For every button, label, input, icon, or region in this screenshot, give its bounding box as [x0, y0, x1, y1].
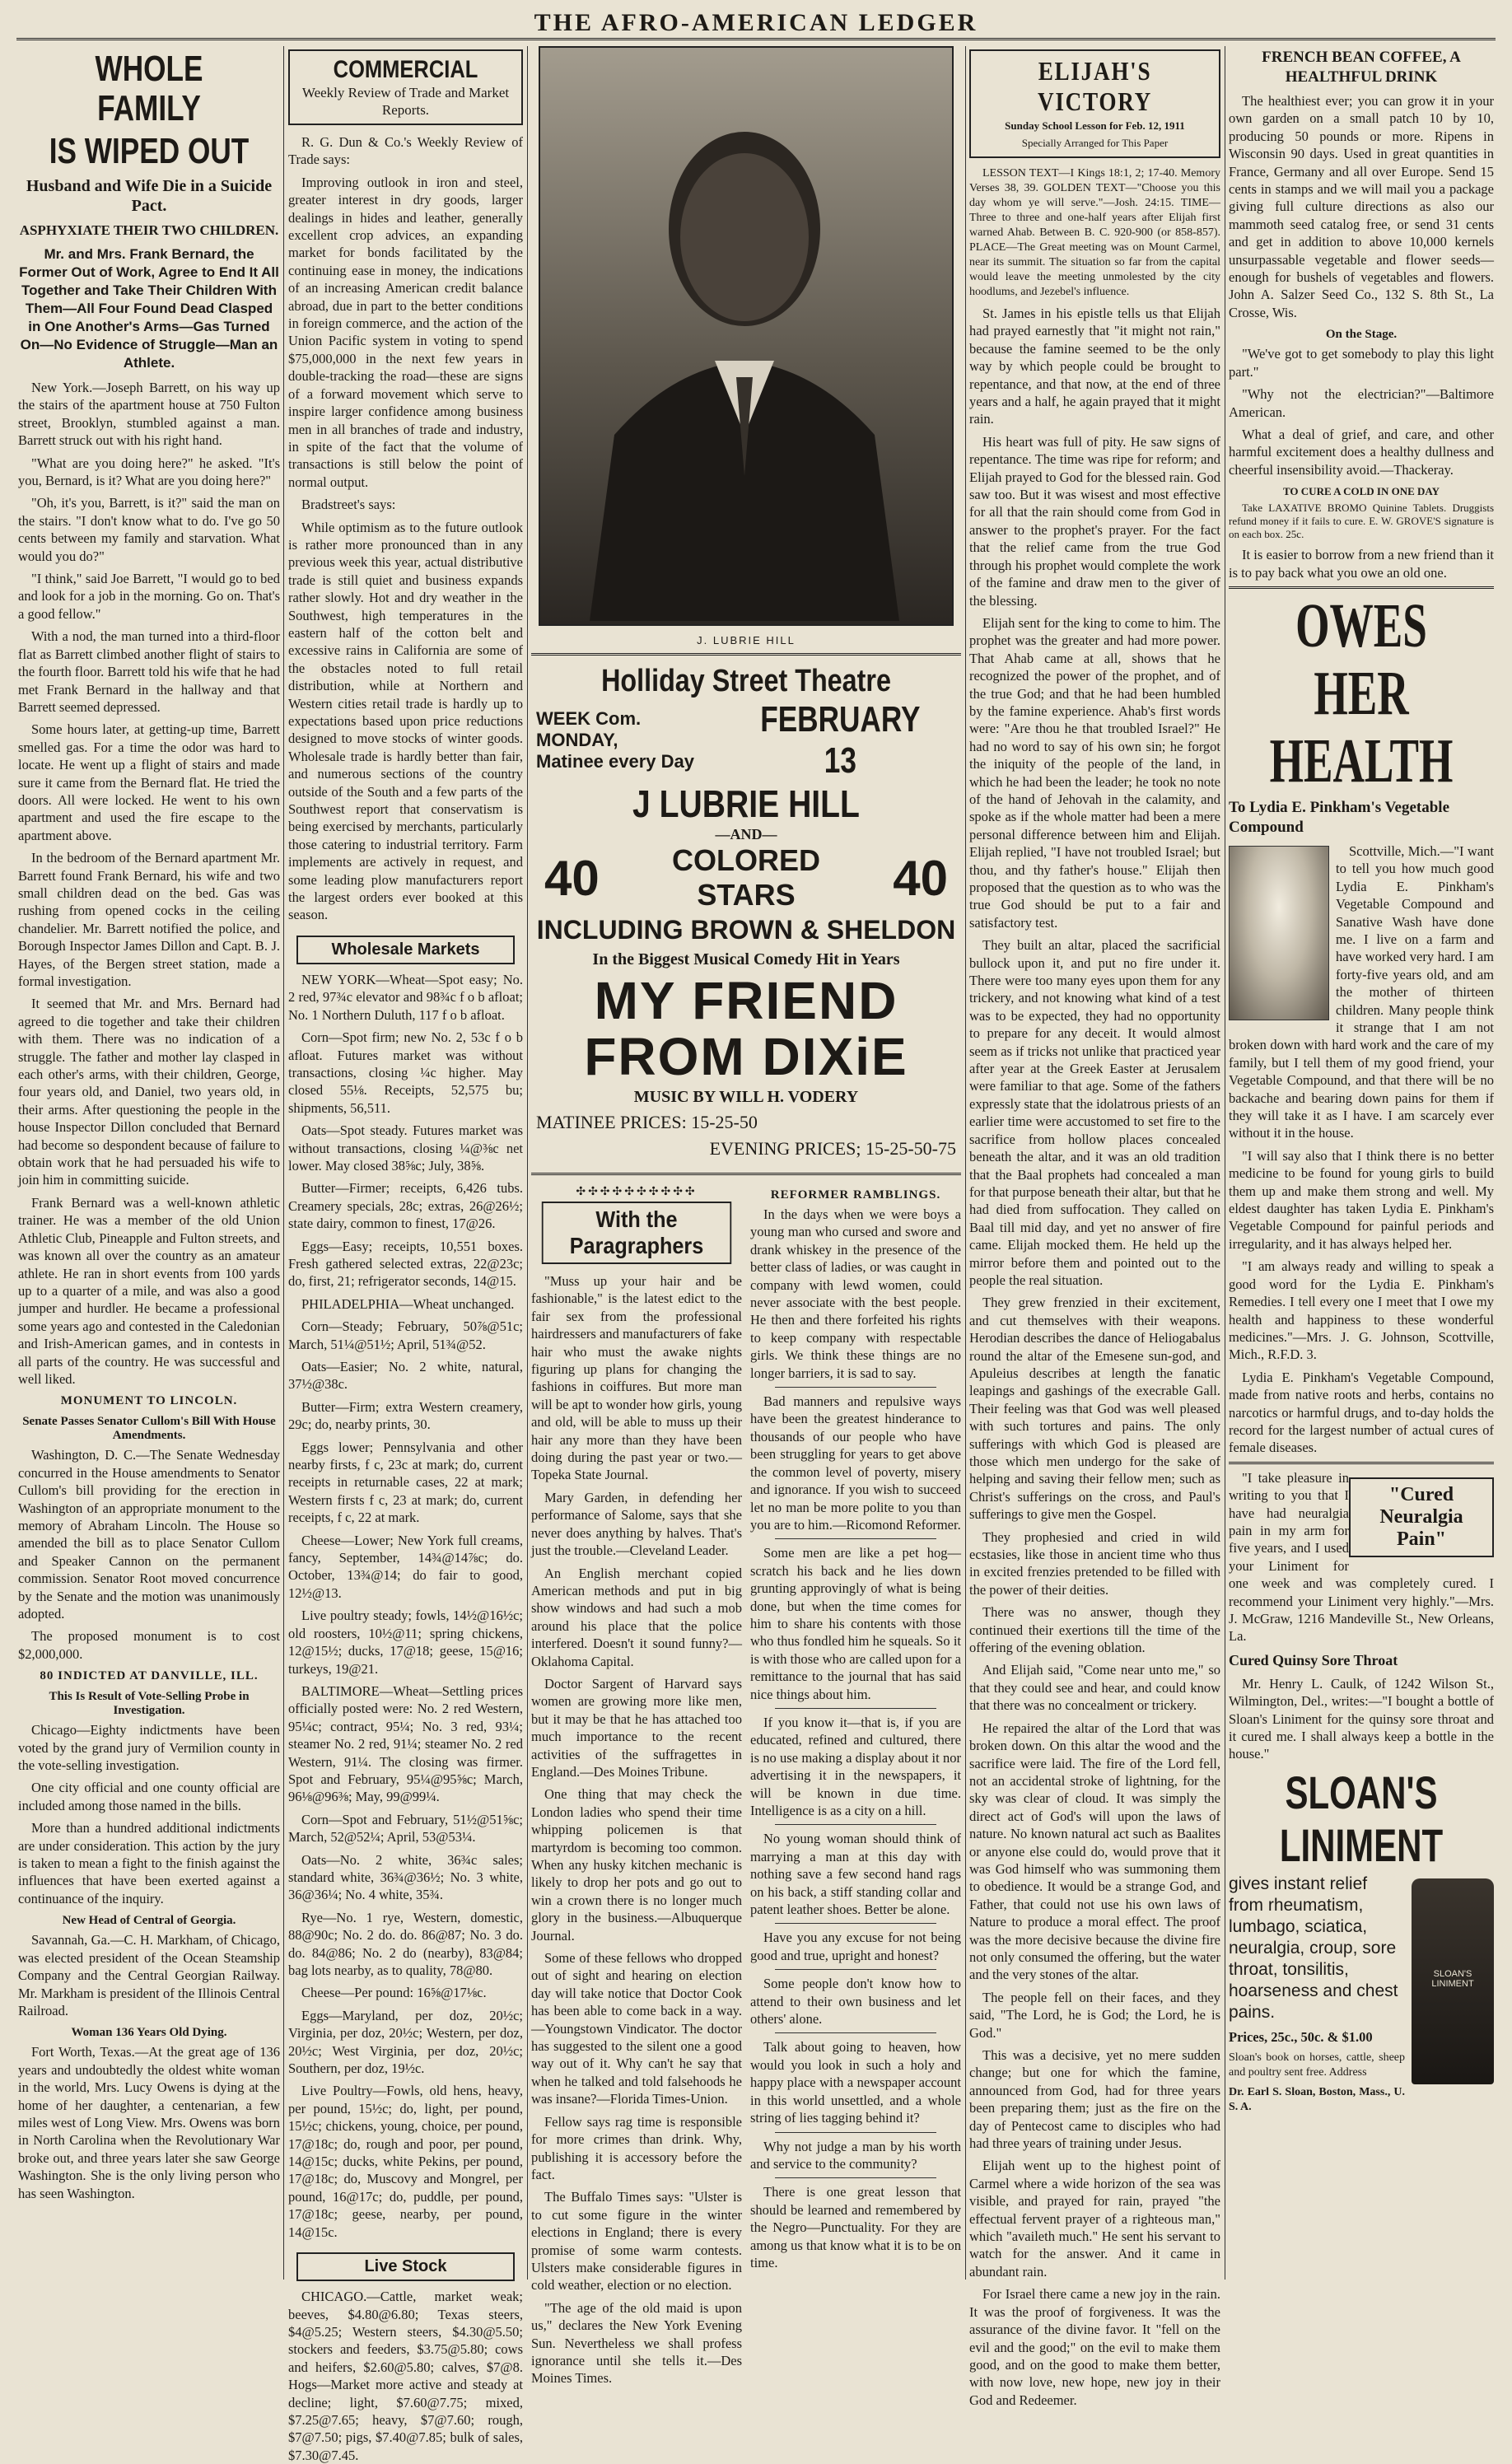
stage-paragraph: "Why not the electrician?"—Baltimore American.: [1229, 386, 1494, 420]
market-paragraph: Eggs lower; Pennsylvania and other nearby firsts, f c, 23c at mark; do, current receipts in returnable cases, 22 at mark; Western firsts f c, 23 at mark; do, current receipts, f c, 22 at mark.: [288, 1439, 523, 1526]
theatre-name: Holliday Street Theatre: [601, 664, 891, 698]
reformer-item: Some men are like a pet hog—scratch his back and he lies down grunting approvingly of what is being done, but when the time comes for him to share his contents with those who thus fondled him he squeals. So it is with those who are called upon for a remittance to the journal that has said nice things about him.: [750, 1545, 961, 1702]
separator: [775, 1824, 936, 1825]
market-paragraph: NEW YORK—Wheat—Spot easy; No. 2 red, 97¾c elevator and 98¾c f o b afloat; No. 1 Northern Duluth, 117 f o b afloat.: [288, 971, 523, 1023]
market-paragraph: PHILADELPHIA—Wheat unchanged.: [301, 1295, 515, 1312]
market-paragraph: Butter—Firmer; receipts, 6,426 tubs. Creamery specials, 28c; extras, 26@26½; state dairy, common to finest, 17@26.: [288, 1180, 523, 1232]
paragrapher-item: Mary Garden, in defending her performance of Salome, says that she never does anything by halves. That's just the trouble.—Cleveland Leader.: [531, 1489, 742, 1559]
elijah-paragraph: Elijah sent for the king to come to him. The prophet was the greater and had more power. That Ahab came at all, shows that he recognized the power of the prophet, and of the true God; and that he had been humbled by the famine experience. Ahab's first words were: "Are thou he that troubled Israel?" He had no word to say of his own sin; he forgot the iniquity of the people of the land, in which he had been the leader; he took no note of the hand of Jehovah in the calamity, and spoke as if the whole matter had been a mere personal difference between him and Elijah. Elijah replied, "I have not troubled Israel; but thou, and thy father's house." Elijah then proposed that the question as to who was the true God should be put to a fair and satisfactory test.: [969, 614, 1220, 931]
reformer-item: Why not judge a man by his worth and service to the community?: [750, 2138, 961, 2172]
sloans-paragraph: gives instant relief from rheumatism, lumbago, sciatica, neuralgia, croup, sore throat, tonsilitis, hoarseness and chest pains.: [1229, 1874, 1398, 2022]
ad-music: MUSIC BY WILL H. VODERY: [633, 1088, 859, 1106]
elijah-paragraph: His heart was full of pity. He saw signs of repentance. The time was ripe for reform; and Elijah prayed to God for the blessed rain. God saw too. But it was wisest and most effective for all that the rain should come from God in answer to the prophet's prayer. For the fact that the relief came from the true God through his prophet would complete the work of the famine and draw men to the giver of the blessing.: [969, 433, 1220, 609]
reformer-item: Talk about going to heaven, how would you look in such a holy and happy place with a newspaper account in this world unsettled, and a whole string of lies tagging behind it?: [750, 2039, 961, 2126]
reformer-item: No young woman should think of marrying a man at this day with nothing save a few second hand rags on his back, a stiff standing collar and patent leather shoes. Better be alone.: [750, 1831, 961, 1918]
commercial-subtitle: Weekly Review of Trade and Market Reports.: [301, 85, 510, 118]
neuralgia-box: "Cured Neuralgia Pain": [1349, 1477, 1494, 1557]
ad-including: INCLUDING BROWN & SHELDON: [536, 915, 956, 945]
ad-date: FEBRUARY 13: [760, 699, 921, 781]
center-lower-columns: [531, 1182, 961, 2392]
ad-stars: STARS: [697, 878, 796, 912]
article-paragraph: In the bedroom of the Bernard apartment Mr. Barrett found Frank Bernard, his wife and two small children dead on the bed. Gas was rushing from opened cocks in the ceiling chandelier. Mr. Barrett notified the police, and Borough Inspector James Dillon and Capt. B. J. Hayes, of the Bergen street station, made a formal investigation.: [18, 850, 280, 989]
commercial-paragraph: Bradstreet's says:: [301, 497, 396, 513]
article-paragraph: Some hours later, at getting-up time, Barrett smelled gas. For a time the odor was hard to locate. He went up a flight of stairs and made sure it came from the Bernard flat. He tried the doors. All were locked. He went to his own apartment and used the fire escape to the apartment above.: [18, 721, 280, 843]
sloans-prices: Prices, 25c., 50c. & $1.00: [1229, 2028, 1373, 2045]
article-paragraph: It seemed that Mr. and Mrs. Bernard had agreed to die together and take their children with them. There was no indication of a struggle. The father and mother lay clasped in each other's arms, with their children, George, four years old, and Daniel, two years old, in their arms. After questioning the people in the house Inspector Dillon concluded that Bernard had become so despondent because of failure to obtain work that he had persuaded his wife to join him in committing suicide.: [18, 996, 280, 1188]
market-paragraph: Oats—No. 2 white, 36¾c sales; standard white, 36¾@36½; No. 3 white, 36@36¼; No. 4 white, 35¾.: [288, 1851, 523, 1903]
paragrapher-item: "Muss up your hair and be fashionable," is the latest edict to the fair sex from the professional hairdressers and manufacturers of fake hair who must the awake nights figuring up plans for changing the fashions in coiffures. But more man will be apt to wonder how girls, young and old, will be able to muss up their hair any more than they have been doing during the past year or two.—Topeka State Journal.: [531, 1273, 742, 1483]
reformer-item: Some people don't know how to attend to their own business and let others' alone.: [750, 1976, 961, 2028]
owes-headline-1: OWES: [1295, 590, 1427, 660]
reformer-item: Bad manners and repulsive ways have been the greatest hinderance to thousands of our people who have been struggling for years to get above the common level of poverty, misery and ignorance. If you wish to succeed let no man be more polite to you than you are to him.—Ricomond Reformer.: [750, 1393, 961, 1533]
ad-week-row: [536, 699, 956, 782]
reformer-column: [750, 1182, 961, 2392]
elijah-paragraph: For Israel there came a new joy in the rain. It was the proof of forgiveness. It was the assurance of the divine favor. It "fell on the evil and the good;" on the evil to make them good, and on the good to make them better, with now love, new hope, new joy in their God and Redeemer.: [969, 2286, 1220, 2408]
owes-headline-2: HER: [1314, 658, 1409, 728]
portrait-photo: [539, 46, 954, 626]
separator: [775, 1708, 936, 1709]
headline-line-1: WHOLE FAMILY: [95, 49, 203, 128]
livestock-paragraph: CHICAGO.—Cattle, market weak; beeves, $4.80@6.80; Texas steers, $4@5.25; Western steers, $4.30@5.50; stockers and feeders, $3.75@5.80; cows and heifers, $2.60@5.80; calves, $7@8. Hogs—Market more active and steady at decline; light, $7.60@7.75; mixed, $7.25@7.65; heavy, $7@7.60; rough, $7@7.50; pigs, $7.40@7.85; bulk of sales, $7.30@7.45.: [288, 2289, 523, 2463]
elijah-paragraph: St. James in his epistle tells us that Elijah had prayed earnestly that "it might not rain," because the famine seemed to be the only way by which people could be brought to repentance, and that now, at the end of three years and a half, he again prayed that it might rain.: [969, 306, 1220, 427]
paragrapher-item: One thing that may check the London ladies who spend their time whipping policemen is that martyrdom is becoming too common. When any husky kitchen mechanic is likely to drop her pots and go out to win a crown there is no longer much glory in the business.—Albuquerque Journal.: [531, 1786, 742, 1944]
lesson-text: LESSON TEXT—I Kings 18:1, 2; 17-40. Memory Verses 38, 39. GOLDEN TEXT—"Choose you this day whom ye will serve."—Josh. 24:15. TIME—Three to three and one-half years after Elijah first warned Ahab. Between B. C. 920-900 (or 858-857). PLACE—The Great meeting was on Mount Carmel, near its summit. The situation so far from the capital would leave the meeting unmolested by the city hoodlums, and Jezebel's influence.: [969, 167, 1220, 298]
pinkham-headline: To Lydia E. Pinkham's Vegetable Compound: [1229, 798, 1450, 836]
owes-headline-3: HEALTH: [1269, 726, 1454, 796]
indicted-paragraph: Chicago—Eighty indictments have been voted by the grand jury of Vermilion county in the vote-selling investigation.: [18, 1722, 280, 1774]
coffee-headline: FRENCH BEAN COFFEE, A HEALTHFUL DRINK: [1262, 49, 1461, 86]
coffee-paragraph: The healthiest ever; you can grow it in your own garden on a small patch 10 by 10, producing 50 pounds or more. Ripens in Wisconsin 90 days. Used in great quantities in France, Germany and all over Europe. Send 15 cents in stamps and we will mail you a package giving full culture directions as also our mammoth seed catalog free, or send 31 cents and get in addition to above 10,000 kernels unsurpassable vegetable and flower seeds—enough for bushels of vegetables and flowers. John A. Salzer Seed Co., 132 S. 8th St., La Crosse, Wis.: [1229, 93, 1494, 320]
market-paragraph: Corn—Spot firm; new No. 2, 53c f o b afloat. Futures market was without transactions, closing ¼c higher. May closed 55⅛. Receipts, 52,575 bu; shipments, 56,511.: [288, 1029, 523, 1116]
market-paragraph: Butter—Firm; extra Western creamery, 29c; do, nearby prints, 30.: [288, 1398, 523, 1433]
ad-show-title-1: MY FRIEND: [594, 971, 898, 1030]
elijah-title-2: VICTORY: [1038, 86, 1152, 116]
column-elijah: [969, 46, 1220, 2408]
quinsy-paragraph: Mr. Henry L. Caulk, of 1242 Wilson St., Wilmington, Del., writes:—"I bought a bottle of Sloan's Liniment for the quinsy sore throat and it cured me. I shall always keep a bottle in the house.": [1229, 1675, 1494, 1762]
column-rule: [527, 46, 528, 2280]
paragrapher-item: Doctor Sargent of Harvard says women are growing more like men, but it may be that he has attached too much importance to the recent activities of the suffragettes in England.—Des Moines Tribune.: [531, 1675, 742, 1780]
market-paragraph: Rye—No. 1 rye, Western, domestic, 88@90c; No. 2 do. do. 86@87; No. 3 do. do. 84@86; No. 2 do (nearby), 83@84; bag lots nearby, as to quality, 78@80.: [288, 1909, 523, 1978]
elijah-paragraph: They prophesied and cried in wild ecstasies, like those in ancient time who thus in excited frenzies pretended to be filled with the power of their deities.: [969, 1528, 1220, 1598]
portrait-caption: J. LUBRIE HILL: [697, 634, 796, 646]
market-paragraph: Corn—Steady; February, 50⅞@51c; March, 51¼@51½; April, 51¾@52.: [288, 1318, 523, 1352]
separator: [775, 2177, 936, 2178]
ad-star-name: J LUBRIE HILL: [632, 782, 860, 825]
live-stock-header: Live Stock: [296, 2252, 515, 2281]
article-paragraph: Frank Bernard was a well-known athletic trainer. He was a member of the old Union Athletic Club, Pineapple and Fulton streets, and was known all over the country as an amateur athlete. He ran in short events from 100 yards up to a quarter of a mile, and was also a good jumper and hurdler. He became a professional some years ago and contested in the Caledonian and Irish-American games, and in contests in all parts of the country. He was successful and well liked.: [18, 1194, 280, 1387]
elijah-paragraph: Elijah went up to the highest point of Carmel where a wide horizon of the sea was visible, and prayed for rain, prayed "the effectual fervent prayer of a righteous man," which "availeth much." He sent his servant to watch for the answer. And it came in abundant rain.: [969, 2158, 1220, 2280]
market-paragraph: Eggs—Easy; receipts, 10,551 boxes. Fresh gathered selected extras, 22@23c; do, first, 21; refrigerator seconds, 14@15.: [288, 1238, 523, 1290]
woman-paragraph: Fort Worth, Texas.—At the great age of 136 years and undoubtedly the oldest white woman in the world, Mrs. Lucy Owens is dying at the home of her daughter, a centenarian, a few miles west of Long View. Mrs. Owens was born in North Carolina when the Revolutionary War broke out, and three years later she saw George Washington. She is the only living person who has seen Washington.: [18, 2044, 280, 2201]
liniment-bottle-icon: SLOAN'S LINIMENT: [1412, 1878, 1494, 2084]
ad-number-left: 40: [544, 850, 600, 906]
portrait-figure-icon: [540, 48, 949, 621]
ornament-border: ✣✣✣✣✣✣✣✣✣✣: [576, 1185, 698, 1198]
pinkham-paragraph: "I am always ready and willing to speak a good word for the Lydia E. Pinkham's Remedies. I tell every one I meet that I owe my health and happiness to these wonderful medicines."—Mrs. J. G. Johnson, Scottville, Mich., R.F.D. 3.: [1229, 1258, 1494, 1363]
elijah-subtitle-1: Sunday School Lesson for Feb. 12, 1911: [1005, 119, 1185, 132]
article-paragraph: "I think," said Joe Barrett, "I would go to bed and look for a job in the morning. Go on. That's a good fellow.": [18, 571, 280, 622]
column-rule: [965, 46, 966, 2280]
sloans-address: Dr. Earl S. Sloan, Boston, Mass., U. S. A.: [1229, 2086, 1405, 2114]
column-ads: [1229, 46, 1494, 2280]
market-paragraph: Eggs—Maryland, per doz, 20½c; Virginia, per doz, 20½c; Western, per doz, 20½c; West Virginia, per doz, 20½c; Southern, per doz, 19½c.: [288, 2007, 523, 2077]
sloans-book: Sloan's book on horses, cattle, sheep and poultry sent free. Address: [1229, 2051, 1405, 2079]
market-paragraph: Cheese—Per pound: 16⅝@17⅛c.: [301, 1985, 487, 2001]
borrow-paragraph: It is easier to borrow from a new friend than it is to pay back what you owe an old one.: [1229, 547, 1494, 581]
headline-line-2: IS WIPED OUT: [49, 131, 250, 171]
georgia-paragraph: Savannah, Ga.—C. H. Markham, of Chicago, was elected president of the Ocean Steamship Company and the Central Georgian Railway. Mr. Markham is president of the Illinois Central Railroad.: [18, 1932, 280, 2018]
column-rule: [283, 46, 284, 2280]
paragrapher-item: An English merchant copied American methods and put in big show windows and had such a mob around his place that the police interfered. Doesn't it sound funny?—Oklahoma Capital.: [531, 1565, 742, 1669]
separator: [775, 1538, 936, 1539]
masthead: THE AFRO-AMERICAN LEDGER: [16, 8, 1496, 40]
monument-subheadline: Senate Passes Senator Cullom's Bill With House Amendments.: [22, 1415, 276, 1443]
commercial-paragraph: R. G. Dun & Co.'s Weekly Review of Trade says:: [288, 134, 523, 168]
georgia-headline: New Head of Central of Georgia.: [62, 1914, 236, 1928]
paragrapher-item: Fellow says rag time is responsible for more crimes than drink. Why, publishing it is accessory before the fact.: [531, 2113, 742, 2182]
ad-colored-row: [536, 843, 956, 912]
elijah-paragraph: The people fell on their faces, and they said, "The Lord, he is God; the Lord, he is God.": [969, 1989, 1220, 2041]
market-paragraph: Corn—Spot and February, 51½@51⅝c; March, 52@52¼; April, 53@53¼.: [288, 1811, 523, 1846]
separator: [775, 2132, 936, 2133]
neuralgia-paragraph: "I take pleasure in writing to you that I have had neuralgia pain in my arm for five years, and I used your Liniment for one week and was completely cured. I recommend your Liniment very highly."—Mrs. J. McGraw, 1216 Mandeville St., New Orleans, La.: [1229, 1469, 1494, 1645]
paragraphers-header: With the Paragraphers: [542, 1202, 731, 1264]
market-paragraph: Oats—Spot steady. Futures market was without transactions, closing ¼@⅜c net lower. May closed 38⅝c; July, 38⅝.: [288, 1122, 523, 1174]
ad-and: —AND—: [715, 826, 777, 842]
elijah-paragraph: And Elijah said, "Come near unto me," so that they could see and hear, and could know that there was no concealment or trickery.: [969, 1662, 1220, 1714]
ad-matinee-prices: MATINEE PRICES: 15-25-50: [536, 1112, 758, 1132]
subheadline-2: ASPHYXIATE THEIR TWO CHILDREN.: [19, 222, 279, 238]
stage-paragraph: "We've got to get somebody to play this light part.": [1229, 346, 1494, 380]
paragraphers-column: [531, 1182, 742, 2392]
stage-headline: On the Stage.: [1325, 328, 1398, 342]
reformer-header: REFORMER RAMBLINGS.: [770, 1188, 941, 1202]
paragrapher-item: Some of these fellows who dropped out of sight and hearing on election day will take notice that Doctor Cook has been able to come back in a way.—Youngstown Vindicator. The doctor has suggested to the silent one a good way out of it. Why can't he say that when he talked and told falsehoods he was insane?—Florida Times-Union.: [531, 1950, 742, 2107]
ad-week-line-2: Matinee every Day: [536, 751, 694, 772]
story-deck: Mr. and Mrs. Frank Bernard, the Former Out of Work, Agree to End It All Together and Take Their Children With Them—All Four Found Dead Clasped in One Another's Arms—Gas Turned On—No Evidence of Struggle—Man an Athlete.: [19, 246, 279, 371]
woman-portrait-icon: [1229, 846, 1329, 1020]
woman-headline: Woman 136 Years Old Dying.: [71, 2026, 227, 2040]
pinkham-paragraph: Lydia E. Pinkham's Vegetable Compound, made from native roots and herbs, contains no narcotics or harmful drugs, and to-day holds the record for the largest number of actual cures of female diseases.: [1229, 1369, 1494, 1456]
ad-evening-prices: EVENING PRICES; 15-25-50-75: [709, 1138, 956, 1159]
ad-number-right: 40: [893, 850, 948, 906]
ad-colored: COLORED: [672, 843, 820, 877]
reformer-item: If you know it—that is, if you are educated, refined and cultured, there is no use making a display about it nor advertising it in the newspapers, it will be known in due time. Intelligence is as a city on a hill.: [750, 1714, 961, 1818]
ad-colored-block: [672, 843, 820, 912]
separator: [775, 1969, 936, 1970]
commercial-paragraph: While optimism as to the future outlook is rather more pronounced than in any previous week this year, actual distributive trade is still quiet and business expands rather slowly. Hot and dry weather in the Southwest, high temperatures in the eastern half of the cotton belt and excessive rains in California are some of the obstacles noted to full retail distribution, while at Northern and Western cities retail trade is hardly up to expectations based upon price reductions designed to move stocks of winter goods. Wholesale trade is hardly better than fair, and numerous sections of the country outside of the South and a few parts of the Southwest report that conservatism is being exercised by merchants, particularly those catering to industrial territory. Farm implements are actively in request, and some leading plow manufacturers report the largest orders ever booked at this season.: [288, 519, 523, 923]
market-paragraph: Oats—Easier; No. 2 white, natural, 37½@38c.: [288, 1359, 523, 1393]
elijah-paragraph: This was a decisive, yet no mere sudden change; but one for which the famine, announced from God, had for three years been preparing them; just as the fire on the day of Pentecost came to disciples who had had three years of training under Jesus.: [969, 2047, 1220, 2152]
elijah-title-1: ELIJAH'S: [1038, 56, 1152, 86]
article-paragraph: New York.—Joseph Barrett, on his way up the stairs of the apartment house at 750 Fulton street, Brooklyn, stumbled against a man. Barrett struck out with his right hand.: [18, 380, 280, 449]
column-center: [531, 46, 961, 2387]
paragrapher-item: The Buffalo Times says: "Ulster is to cut some figure in the winter elections in England; there is every promise of some warm contests. Ulsters make considerable figures in cold weather, election or no election.: [531, 2189, 742, 2294]
sloans-title-2: LINIMENT: [1279, 1818, 1444, 1871]
ad-biggest: In the Biggest Musical Comedy Hit in Years: [592, 950, 900, 968]
elijah-subtitle-2: Specially Arranged for This Paper: [1021, 137, 1169, 149]
article-paragraph: "What are you doing here?" he asked. "It's you, Bernard, is it? What are you doing here?": [18, 455, 280, 489]
market-paragraph: BALTIMORE—Wheat—Settling prices officially posted were: No. 2 red Western, 95¼c; contract, 95¼; No. 3 red, 93¼; steamer No. 2 red, 91¼; steamer No. 2 red Western, 91¼. The closing was firmer. Spot and February, 95¼@95⅝c; March, 96⅛@96⅜; May, 99@99¼.: [288, 1682, 523, 1805]
paragrapher-item: "The age of the old maid is upon us," declares the New York Evening Sun. Nevertheless we shall profess ignorance until she tells it.—Des Moines Times.: [531, 2299, 742, 2387]
column-commercial: [288, 46, 523, 2463]
reformer-item: Have you any excuse for not being good and true, upright and honest?: [750, 1930, 961, 1963]
ad-show-title-2: FROM DIXiE: [584, 1027, 908, 1086]
monument-paragraph: The proposed monument is to cost $2,000,000.: [18, 1628, 280, 1662]
commercial-title: COMMERCIAL: [333, 56, 478, 83]
monument-paragraph: Washington, D. C.—The Senate Wednesday concurred in the House amendments to Senator Cullom's bill providing for the erection in Washington of an appropriate monument to the memory of Abraham Lincoln. The House so amended the bill as to place Senator Cullom and Speaker Cannon on the permanent commission. Senator Root moved concurrence by the Senate and the motion was unanimously adopted.: [18, 1447, 280, 1622]
article-paragraph: With a nod, the man turned into a third-floor flat as Barrett climbed another flight of stairs to the fourth floor. Barrett told his wife that he had met Frank Bernard in the hallway and that Barrett seemed depressed.: [18, 628, 280, 715]
separator: [775, 1923, 936, 1924]
stage-paragraph: What a deal of grief, and care, and other harmful excitement does a healthy dullness and cheerful insensibility avoid.—Thackeray.: [1229, 426, 1494, 478]
indicted-paragraph: One city official and one county official are included among those named in the bills.: [18, 1780, 280, 1813]
sloans-title-1: SLOAN'S: [1285, 1766, 1438, 1818]
commercial-paragraph: Improving outlook in iron and steel, greater interest in dry goods, larger dealings in hides and leather, generally excellent crop advices, an expanding market for bonds facilitated by the continuing ease in money, the indications of an increasing American credit balance abroad, due in part to the better conditions in foreign commerce, and the action of the Union Pacific system in voting to spend $75,000,000 in the next few years in double-tracking the road—these are signs of a forward movement which serve to inspire larger confidence among business men in all branches of trade and industry, in spite of the fact that the volume of transactions is still below the point of normal output.: [288, 174, 523, 490]
article-paragraph: "Oh, it's you, Barrett, is it?" said the man on the stairs. "I don't know what to do. I've go 50 cents between my family and starvation. What would you do?": [18, 495, 280, 564]
reformer-item: There is one great lesson that should be learned and remembered by the Negro—Punctuality. For they are among us that know what it is to be on time.: [750, 2184, 961, 2270]
elijah-paragraph: He repaired the altar of the Lord that was broken down. On this altar the wood and the sacrifice were laid. The fire of the Lord fell, not an accidental stroke of lightning, for the sky was clear of cloud. It was simply the direct act of God's will upon the laws of nature. No known natural act such as Baalites or anyone else could do, would prove that it was God himself who was summoning them to obedience. It would be a strange God, and Father, that could not use his own laws of Nature to produce a moral effect. The proof was the more decisive because the divine fire not only consumed the offering, but the water and the very stones of the altar.: [969, 1720, 1220, 1983]
theatre-ad: [531, 653, 961, 1175]
subheadline: Husband and Wife Die in a Suicide Pact.: [26, 177, 273, 215]
indicted-paragraph: More than a hundred additional indictments are under consideration. This action by the jury is taken to mean a fight to the finish against the influences that have been exerted against a continuance of the inquiry.: [18, 1820, 280, 1906]
elijah-paragraph: There was no answer, though they continued their exertions till the time of the offering of the evening oblation.: [969, 1604, 1220, 1656]
divider: [1229, 1462, 1494, 1464]
commercial-header-box: [288, 49, 523, 125]
elijah-paragraph: They grew frenzied in their excitement, and cut themselves with their weapons. Herodian describes the dance of Heliogabalus round the altar of the Emesene sun-god, and Apuleius describes at length the fanatic leapings and gashings of the execrable Gall. Their feeling was that God was well pleased with such tortures and pains. The only sufferings with which God is pleased are those which men undergo for the sake of helping and saving their fellow men; such as Christ's sufferings on the cross, and Paul's sufferings to give men the Gospel.: [969, 1295, 1220, 1523]
market-paragraph: Cheese—Lower; New York full creams, fancy, September, 14¾@14⅞c; do. October, 13¾@14; do fair to good, 12½@13.: [288, 1532, 523, 1601]
separator: [775, 2032, 936, 2033]
market-paragraph: Live Poultry—Fowls, old hens, heavy, per pound, 15½c; do, light, per pound, 15½c; chickens, young, choice, per pound, 17@18c; do, rough and poor, per pound, 14@15c; ducks, white Pekins, per pound, 17@18c; do, Muscovy and Mongrel, per pound, 16@17c; do, puddle, per pound, 17@18c; geese, nearby, per pound, 14@15c.: [288, 2083, 523, 2240]
indicted-headline: 80 INDICTED AT DANVILLE, ILL.: [40, 1669, 259, 1683]
quinsy-headline: Cured Quinsy Sore Throat: [1229, 1651, 1398, 1668]
pinkham-paragraph: Scottville, Mich.—"I want to tell you how much good Lydia E. Pinkham's Vegetable Compound and Sanative Wash have done me. I live on a farm and have worked very hard. I am forty-five years old, and am the mother of thirteen children. Many people think it strange that I am not broken down with hard work and the care of my family, but I tell them of my good friend, your Vegetable Compound, and that there will be no backache and bearing down pains for them if they will take it as I have. I am scarcely ever without it in the house.: [1229, 842, 1494, 1141]
reformer-item: In the days when we were boys a young man who cursed and swore and drank whiskey in the presence of the better class of ladies, or was caught in company with lewd women, could never associate with the best people. He then and there forfeited his rights to keep company with respectable girls. We think these things are no longer barriers, it is sad to say.: [750, 1206, 961, 1381]
cold-cure-headline: TO CURE A COLD IN ONE DAY: [1283, 485, 1440, 498]
elijah-paragraph: They built an altar, placed the sacrificial bullock upon it, and put no fire under it. There were too many eyes upon them for any trickery, and not knowing what kind of a test was to be expected, they had no opportunity to prepare for any deceit. It would almost seem as if tricks not unlike that practiced year after year at the Greek Easter at Jerusalem were familiar to that age. Some of the fathers expressly state that the idolatrous priests of an earlier time were accustomed to set fire to the sacrifice from hollow places concealed beneath the altar, and it was an old tradition that the Baal prophets had concealed a man for that purpose beneath their altar, but that he had died from suffocation. They called on Baal till mid day, and yet no answer of fire came. Elijah mocked them. He held up the mirror before them and pointed out to the people the real situation.: [969, 937, 1220, 1288]
cold-cure-paragraph: Take LAXATIVE BROMO Quinine Tablets. Druggists refund money if it fails to cure. E. W. GROVE'S signature is on each box. 25c.: [1229, 502, 1494, 541]
elijah-header-box: [969, 49, 1220, 158]
ad-week-block: [536, 708, 713, 772]
wholesale-markets-header: Wholesale Markets: [296, 936, 515, 964]
separator: [775, 1387, 936, 1388]
column-whole-family: [18, 46, 280, 2280]
ad-week-line-1: WEEK Com. MONDAY,: [536, 708, 642, 750]
indicted-subheadline: This Is Result of Vote-Selling Probe in Investigation.: [49, 1690, 250, 1718]
market-paragraph: Live poultry steady; fowls, 14½@16½c; old roosters, 10½@11; spring chickens, 12@15½; ducks, 17@18; geese, 15@16; turkeys, 19@21.: [288, 1608, 523, 1677]
monument-headline: MONUMENT TO LINCOLN.: [60, 1394, 238, 1408]
pinkham-paragraph: "I will say also that I think there is no better medicine to be found for young girls to build them up and make them strong and well. My eldest daughter has taken Lydia E. Pinkham's Vegetable Compound for painful periods and irregularity, and it has always helped her.: [1229, 1147, 1494, 1252]
divider: [1229, 586, 1494, 589]
